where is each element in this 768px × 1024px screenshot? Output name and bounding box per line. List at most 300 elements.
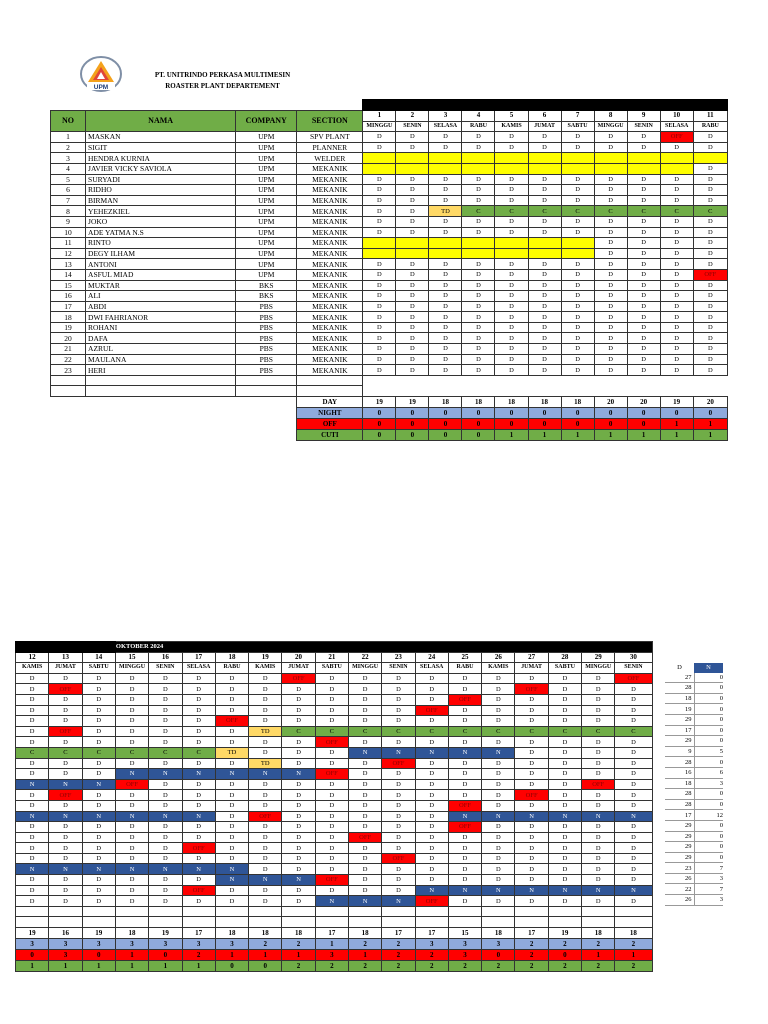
summary-value: 20 bbox=[693, 397, 727, 408]
shift-cell: D bbox=[660, 344, 693, 355]
summary-value: 2 bbox=[548, 961, 581, 972]
shift-cell: D bbox=[482, 853, 515, 864]
shift-cell: D bbox=[495, 174, 528, 185]
shift-cell: D bbox=[182, 726, 215, 737]
shift-cell: N bbox=[16, 779, 49, 790]
shift-cell: D bbox=[149, 684, 182, 695]
shift-cell bbox=[660, 153, 693, 164]
shift-cell: D bbox=[249, 747, 282, 758]
shift-cell: D bbox=[396, 206, 429, 217]
shift-cell: D bbox=[149, 673, 182, 684]
shift-cell: D bbox=[382, 864, 415, 875]
shift-cell: D bbox=[215, 800, 248, 811]
shift-cell: D bbox=[363, 280, 396, 291]
empty-cell bbox=[515, 917, 548, 928]
summary-spacer bbox=[51, 397, 297, 408]
shift-cell: D bbox=[462, 259, 495, 270]
department-name: ROASTER PLANT DEPARTEMENT bbox=[165, 82, 280, 90]
shift-cell: C bbox=[149, 747, 182, 758]
shift-cell: D bbox=[182, 684, 215, 695]
shift-cell: D bbox=[215, 684, 248, 695]
shift-cell: C bbox=[462, 206, 495, 217]
shift-cell: D bbox=[315, 694, 348, 705]
summary-value: 0 bbox=[528, 408, 561, 419]
employee-section: MEKANIK bbox=[297, 163, 363, 174]
summary-value: 2 bbox=[582, 939, 615, 950]
shift-cell: D bbox=[396, 185, 429, 196]
day-name: SABTU bbox=[315, 663, 348, 674]
shift-cell: D bbox=[348, 822, 381, 833]
shift-cell: D bbox=[561, 333, 594, 344]
shift-cell: D bbox=[448, 896, 481, 907]
totals-row bbox=[665, 820, 723, 831]
shift-cell: D bbox=[594, 174, 627, 185]
shift-cell: D bbox=[249, 843, 282, 854]
shift-cell: D bbox=[495, 259, 528, 270]
total-day: 26 bbox=[665, 895, 694, 906]
shift-cell: N bbox=[582, 811, 615, 822]
header-spacer bbox=[86, 100, 236, 111]
day-number: 1 bbox=[363, 110, 396, 121]
summary-value: 18 bbox=[215, 928, 248, 939]
shift-cell: D bbox=[561, 344, 594, 355]
empty-cell bbox=[382, 917, 415, 928]
shift-cell: D bbox=[627, 216, 660, 227]
shift-cell: N bbox=[348, 747, 381, 758]
summary-value: 0 bbox=[627, 408, 660, 419]
summary-value: 0 bbox=[495, 419, 528, 430]
shift-cell: D bbox=[561, 216, 594, 227]
summary-value: 0 bbox=[82, 950, 115, 961]
shift-cell: D bbox=[627, 142, 660, 153]
shift-cell: D bbox=[115, 885, 148, 896]
employee-name: YEHEZKIEL bbox=[86, 206, 236, 217]
shift-cell: D bbox=[282, 832, 315, 843]
shift-cell: C bbox=[448, 726, 481, 737]
schedule-row bbox=[16, 716, 653, 727]
shift-cell: D bbox=[627, 195, 660, 206]
shift-cell: D bbox=[495, 354, 528, 365]
shift-cell: D bbox=[495, 365, 528, 376]
shift-cell: D bbox=[693, 344, 727, 355]
shift-cell: N bbox=[415, 885, 448, 896]
shift-cell: D bbox=[582, 769, 615, 780]
employee-row bbox=[51, 269, 728, 280]
totals-header-day: D bbox=[677, 664, 682, 672]
employee-row bbox=[51, 301, 728, 312]
summary-value: 17 bbox=[382, 928, 415, 939]
summary-value: 1 bbox=[594, 430, 627, 441]
summary-value: 2 bbox=[348, 939, 381, 950]
summary-value: 18 bbox=[348, 928, 381, 939]
shift-cell: D bbox=[548, 737, 581, 748]
shift-cell: OFF bbox=[115, 779, 148, 790]
employee-no: 7 bbox=[51, 195, 86, 206]
summary-value: 2 bbox=[282, 961, 315, 972]
shift-cell: D bbox=[693, 365, 727, 376]
total-night: 0 bbox=[694, 799, 723, 810]
shift-cell: D bbox=[448, 716, 481, 727]
summary-value: 2 bbox=[515, 939, 548, 950]
empty-cell bbox=[382, 906, 415, 917]
empty-cell bbox=[86, 375, 236, 386]
summary-value: 18 bbox=[482, 928, 515, 939]
total-night: 3 bbox=[694, 895, 723, 906]
shift-cell: D bbox=[495, 322, 528, 333]
day-name: JUMAT bbox=[282, 663, 315, 674]
day-number: 7 bbox=[561, 110, 594, 121]
employee-company: UPM bbox=[236, 206, 297, 217]
shift-cell: D bbox=[693, 248, 727, 259]
employee-name: ASFUL MIAD bbox=[86, 269, 236, 280]
empty-cell bbox=[51, 375, 86, 386]
shift-cell: N bbox=[282, 769, 315, 780]
shift-cell: D bbox=[528, 174, 561, 185]
total-day: 29 bbox=[665, 714, 694, 725]
shift-cell: D bbox=[282, 800, 315, 811]
shift-cell: D bbox=[594, 195, 627, 206]
summary-value: 18 bbox=[115, 928, 148, 939]
shift-cell: D bbox=[282, 694, 315, 705]
shift-cell bbox=[561, 238, 594, 249]
shift-cell: D bbox=[282, 790, 315, 801]
employee-section: SPV PLANT bbox=[297, 132, 363, 143]
empty-cell bbox=[660, 375, 693, 386]
shift-cell: D bbox=[249, 800, 282, 811]
shift-cell: D bbox=[348, 790, 381, 801]
totals-row bbox=[665, 852, 723, 863]
shift-cell: D bbox=[249, 705, 282, 716]
shift-cell: D bbox=[660, 333, 693, 344]
summary-value: 2 bbox=[382, 961, 415, 972]
shift-cell: D bbox=[495, 312, 528, 323]
shift-cell: D bbox=[182, 716, 215, 727]
shift-cell: D bbox=[660, 312, 693, 323]
schedule-row bbox=[16, 758, 653, 769]
shift-cell: D bbox=[429, 174, 462, 185]
summary-value: 2 bbox=[448, 961, 481, 972]
total-day: 29 bbox=[665, 852, 694, 863]
shift-cell: D bbox=[594, 216, 627, 227]
shift-cell: D bbox=[182, 832, 215, 843]
shift-cell: D bbox=[16, 822, 49, 833]
shift-cell: D bbox=[49, 769, 82, 780]
employee-section: MEKANIK bbox=[297, 291, 363, 302]
day-name: MINGGU bbox=[594, 121, 627, 132]
shift-cell: D bbox=[115, 705, 148, 716]
shift-cell: D bbox=[348, 769, 381, 780]
employee-no: 15 bbox=[51, 280, 86, 291]
shift-cell: N bbox=[182, 811, 215, 822]
shift-cell: D bbox=[115, 684, 148, 695]
shift-cell: D bbox=[149, 875, 182, 886]
shift-cell: D bbox=[561, 301, 594, 312]
shift-cell: D bbox=[693, 132, 727, 143]
shift-cell: OFF bbox=[382, 853, 415, 864]
shift-cell: N bbox=[149, 811, 182, 822]
empty-cell bbox=[149, 917, 182, 928]
shift-cell: D bbox=[396, 291, 429, 302]
schedule-row bbox=[16, 694, 653, 705]
day-name: SENIN bbox=[615, 663, 652, 674]
employee-row bbox=[51, 354, 728, 365]
shift-cell: D bbox=[448, 758, 481, 769]
shift-cell: D bbox=[561, 291, 594, 302]
summary-value: 0 bbox=[215, 961, 248, 972]
shift-cell: D bbox=[282, 747, 315, 758]
shift-cell: D bbox=[515, 896, 548, 907]
svg-text:UPM: UPM bbox=[93, 84, 109, 91]
shift-cell: D bbox=[363, 174, 396, 185]
shift-cell: C bbox=[82, 747, 115, 758]
col-nama: NAMA bbox=[86, 110, 236, 132]
shift-cell: D bbox=[615, 875, 652, 886]
day-number: 26 bbox=[482, 652, 515, 663]
shift-cell: D bbox=[482, 705, 515, 716]
shift-cell: D bbox=[515, 779, 548, 790]
shift-cell: D bbox=[495, 132, 528, 143]
shift-cell: D bbox=[548, 832, 581, 843]
employee-company: UPM bbox=[236, 142, 297, 153]
shift-cell: D bbox=[16, 853, 49, 864]
company-name: PT. UNITRINDO PERKASA MULTIMESIN bbox=[154, 71, 291, 79]
shift-cell: D bbox=[429, 280, 462, 291]
shift-cell: D bbox=[382, 832, 415, 843]
totals-row bbox=[665, 863, 723, 874]
summary-value: 1 bbox=[660, 419, 693, 430]
shift-cell: D bbox=[348, 843, 381, 854]
col-company: COMPANY bbox=[236, 110, 297, 132]
summary-row bbox=[16, 928, 653, 939]
header-row bbox=[51, 110, 728, 121]
shift-cell: D bbox=[363, 259, 396, 270]
shift-cell: N bbox=[149, 769, 182, 780]
summary-value: 0 bbox=[363, 408, 396, 419]
shift-cell: D bbox=[495, 185, 528, 196]
shift-cell: D bbox=[660, 365, 693, 376]
shift-cell: D bbox=[660, 354, 693, 365]
total-day: 28 bbox=[665, 789, 694, 800]
shift-cell: D bbox=[348, 853, 381, 864]
summary-value: 18 bbox=[462, 397, 495, 408]
summary-value: 1 bbox=[561, 430, 594, 441]
shift-cell: D bbox=[363, 216, 396, 227]
employee-row bbox=[51, 153, 728, 164]
shift-cell: D bbox=[249, 673, 282, 684]
day-number: 5 bbox=[495, 110, 528, 121]
shift-cell: D bbox=[182, 790, 215, 801]
shift-cell: D bbox=[548, 684, 581, 695]
shift-cell: D bbox=[82, 790, 115, 801]
shift-cell: D bbox=[582, 758, 615, 769]
shift-cell: D bbox=[528, 142, 561, 153]
shift-cell: D bbox=[693, 322, 727, 333]
shift-cell: D bbox=[82, 694, 115, 705]
summary-value: 19 bbox=[149, 928, 182, 939]
employee-company: UPM bbox=[236, 153, 297, 164]
shift-totals-table bbox=[665, 663, 723, 906]
shift-cell: C bbox=[548, 726, 581, 737]
shift-cell: D bbox=[548, 716, 581, 727]
summary-value: 0 bbox=[429, 430, 462, 441]
empty-cell bbox=[297, 375, 363, 386]
employee-name: ANTONI bbox=[86, 259, 236, 270]
shift-cell: D bbox=[660, 291, 693, 302]
employee-row bbox=[51, 280, 728, 291]
shift-cell: D bbox=[396, 132, 429, 143]
shift-cell: D bbox=[382, 779, 415, 790]
shift-cell: D bbox=[315, 843, 348, 854]
shift-cell bbox=[627, 163, 660, 174]
shift-cell: D bbox=[448, 684, 481, 695]
employee-section: MEKANIK bbox=[297, 259, 363, 270]
employee-row bbox=[51, 322, 728, 333]
day-number: 11 bbox=[693, 110, 727, 121]
summary-value: 3 bbox=[115, 939, 148, 950]
schedule-row bbox=[16, 737, 653, 748]
shift-cell: D bbox=[396, 142, 429, 153]
shift-cell: D bbox=[693, 238, 727, 249]
day-number: 2 bbox=[396, 110, 429, 121]
shift-cell: D bbox=[495, 227, 528, 238]
shift-cell: D bbox=[249, 885, 282, 896]
shift-cell: D bbox=[396, 322, 429, 333]
shift-cell: D bbox=[561, 280, 594, 291]
total-night: 0 bbox=[694, 757, 723, 768]
shift-cell: D bbox=[594, 185, 627, 196]
total-day: 9 bbox=[665, 746, 694, 757]
shift-cell: D bbox=[627, 312, 660, 323]
employee-no: 10 bbox=[51, 227, 86, 238]
employee-no: 11 bbox=[51, 238, 86, 249]
day-number: 13 bbox=[49, 652, 82, 663]
shift-cell: D bbox=[363, 312, 396, 323]
shift-cell: D bbox=[363, 333, 396, 344]
shift-cell: D bbox=[462, 312, 495, 323]
shift-cell: D bbox=[182, 875, 215, 886]
day-name: SELASA bbox=[429, 121, 462, 132]
shift-cell: D bbox=[528, 185, 561, 196]
shift-cell: D bbox=[627, 344, 660, 355]
shift-cell: D bbox=[528, 132, 561, 143]
totals-row bbox=[665, 884, 723, 895]
shift-cell: D bbox=[415, 853, 448, 864]
shift-cell: D bbox=[115, 843, 148, 854]
employee-row bbox=[51, 195, 728, 206]
shift-cell: D bbox=[627, 227, 660, 238]
totals-row bbox=[665, 704, 723, 715]
summary-value: 0 bbox=[548, 950, 581, 961]
employee-section: MEKANIK bbox=[297, 365, 363, 376]
shift-cell: D bbox=[249, 737, 282, 748]
shift-cell bbox=[462, 163, 495, 174]
employee-row bbox=[51, 185, 728, 196]
shift-cell: D bbox=[482, 864, 515, 875]
empty-cell bbox=[182, 906, 215, 917]
shift-cell: D bbox=[415, 875, 448, 886]
shift-cell: D bbox=[582, 853, 615, 864]
shift-cell: D bbox=[615, 843, 652, 854]
employee-row bbox=[51, 248, 728, 259]
employee-row bbox=[51, 142, 728, 153]
shift-cell: D bbox=[627, 365, 660, 376]
total-night: 0 bbox=[694, 736, 723, 747]
shift-cell: D bbox=[149, 737, 182, 748]
shift-cell: OFF bbox=[49, 726, 82, 737]
empty-row bbox=[16, 917, 653, 928]
empty-cell bbox=[660, 386, 693, 397]
shift-cell: D bbox=[16, 800, 49, 811]
employee-section: MEKANIK bbox=[297, 301, 363, 312]
shift-cell: D bbox=[462, 216, 495, 227]
shift-cell: D bbox=[396, 269, 429, 280]
shift-cell bbox=[495, 238, 528, 249]
employee-company: UPM bbox=[236, 248, 297, 259]
summary-value: 0 bbox=[482, 950, 515, 961]
day-number: 18 bbox=[215, 652, 248, 663]
shift-cell: D bbox=[415, 779, 448, 790]
shift-cell: C bbox=[594, 206, 627, 217]
shift-cell: D bbox=[627, 301, 660, 312]
employee-name: BIRMAN bbox=[86, 195, 236, 206]
total-night: 7 bbox=[694, 863, 723, 874]
shift-cell: D bbox=[49, 885, 82, 896]
shift-cell: D bbox=[561, 259, 594, 270]
shift-cell: D bbox=[149, 758, 182, 769]
total-day: 28 bbox=[665, 683, 694, 694]
schedule-row bbox=[16, 832, 653, 843]
shift-cell: D bbox=[282, 843, 315, 854]
employee-name: SIGIT bbox=[86, 142, 236, 153]
shift-cell: D bbox=[615, 822, 652, 833]
day-number: 6 bbox=[528, 110, 561, 121]
shift-cell: D bbox=[462, 333, 495, 344]
total-night: 7 bbox=[694, 884, 723, 895]
summary-value: 2 bbox=[382, 939, 415, 950]
total-day: 22 bbox=[665, 884, 694, 895]
shift-cell: D bbox=[315, 853, 348, 864]
day-name: RABU bbox=[215, 663, 248, 674]
employee-no: 12 bbox=[51, 248, 86, 259]
shift-cell: D bbox=[396, 312, 429, 323]
shift-cell: D bbox=[348, 684, 381, 695]
total-night: 0 bbox=[694, 820, 723, 831]
employee-company: UPM bbox=[236, 174, 297, 185]
shift-cell: N bbox=[215, 769, 248, 780]
shift-cell: OFF bbox=[315, 875, 348, 886]
summary-value: 1 bbox=[182, 961, 215, 972]
summary-value: 2 bbox=[315, 961, 348, 972]
shift-cell: D bbox=[282, 811, 315, 822]
day-number: 27 bbox=[515, 652, 548, 663]
employee-no: 5 bbox=[51, 174, 86, 185]
shift-cell: D bbox=[115, 853, 148, 864]
shift-cell: D bbox=[515, 694, 548, 705]
summary-value: 0 bbox=[429, 408, 462, 419]
empty-row bbox=[51, 375, 728, 386]
shift-cell: D bbox=[693, 185, 727, 196]
shift-cell: OFF bbox=[515, 684, 548, 695]
shift-cell: D bbox=[482, 875, 515, 886]
shift-cell: D bbox=[594, 238, 627, 249]
shift-cell: D bbox=[627, 132, 660, 143]
shift-cell: C bbox=[315, 726, 348, 737]
empty-cell bbox=[396, 386, 429, 397]
shift-cell: D bbox=[16, 673, 49, 684]
shift-cell: D bbox=[429, 185, 462, 196]
shift-cell bbox=[528, 248, 561, 259]
employee-company: UPM bbox=[236, 227, 297, 238]
